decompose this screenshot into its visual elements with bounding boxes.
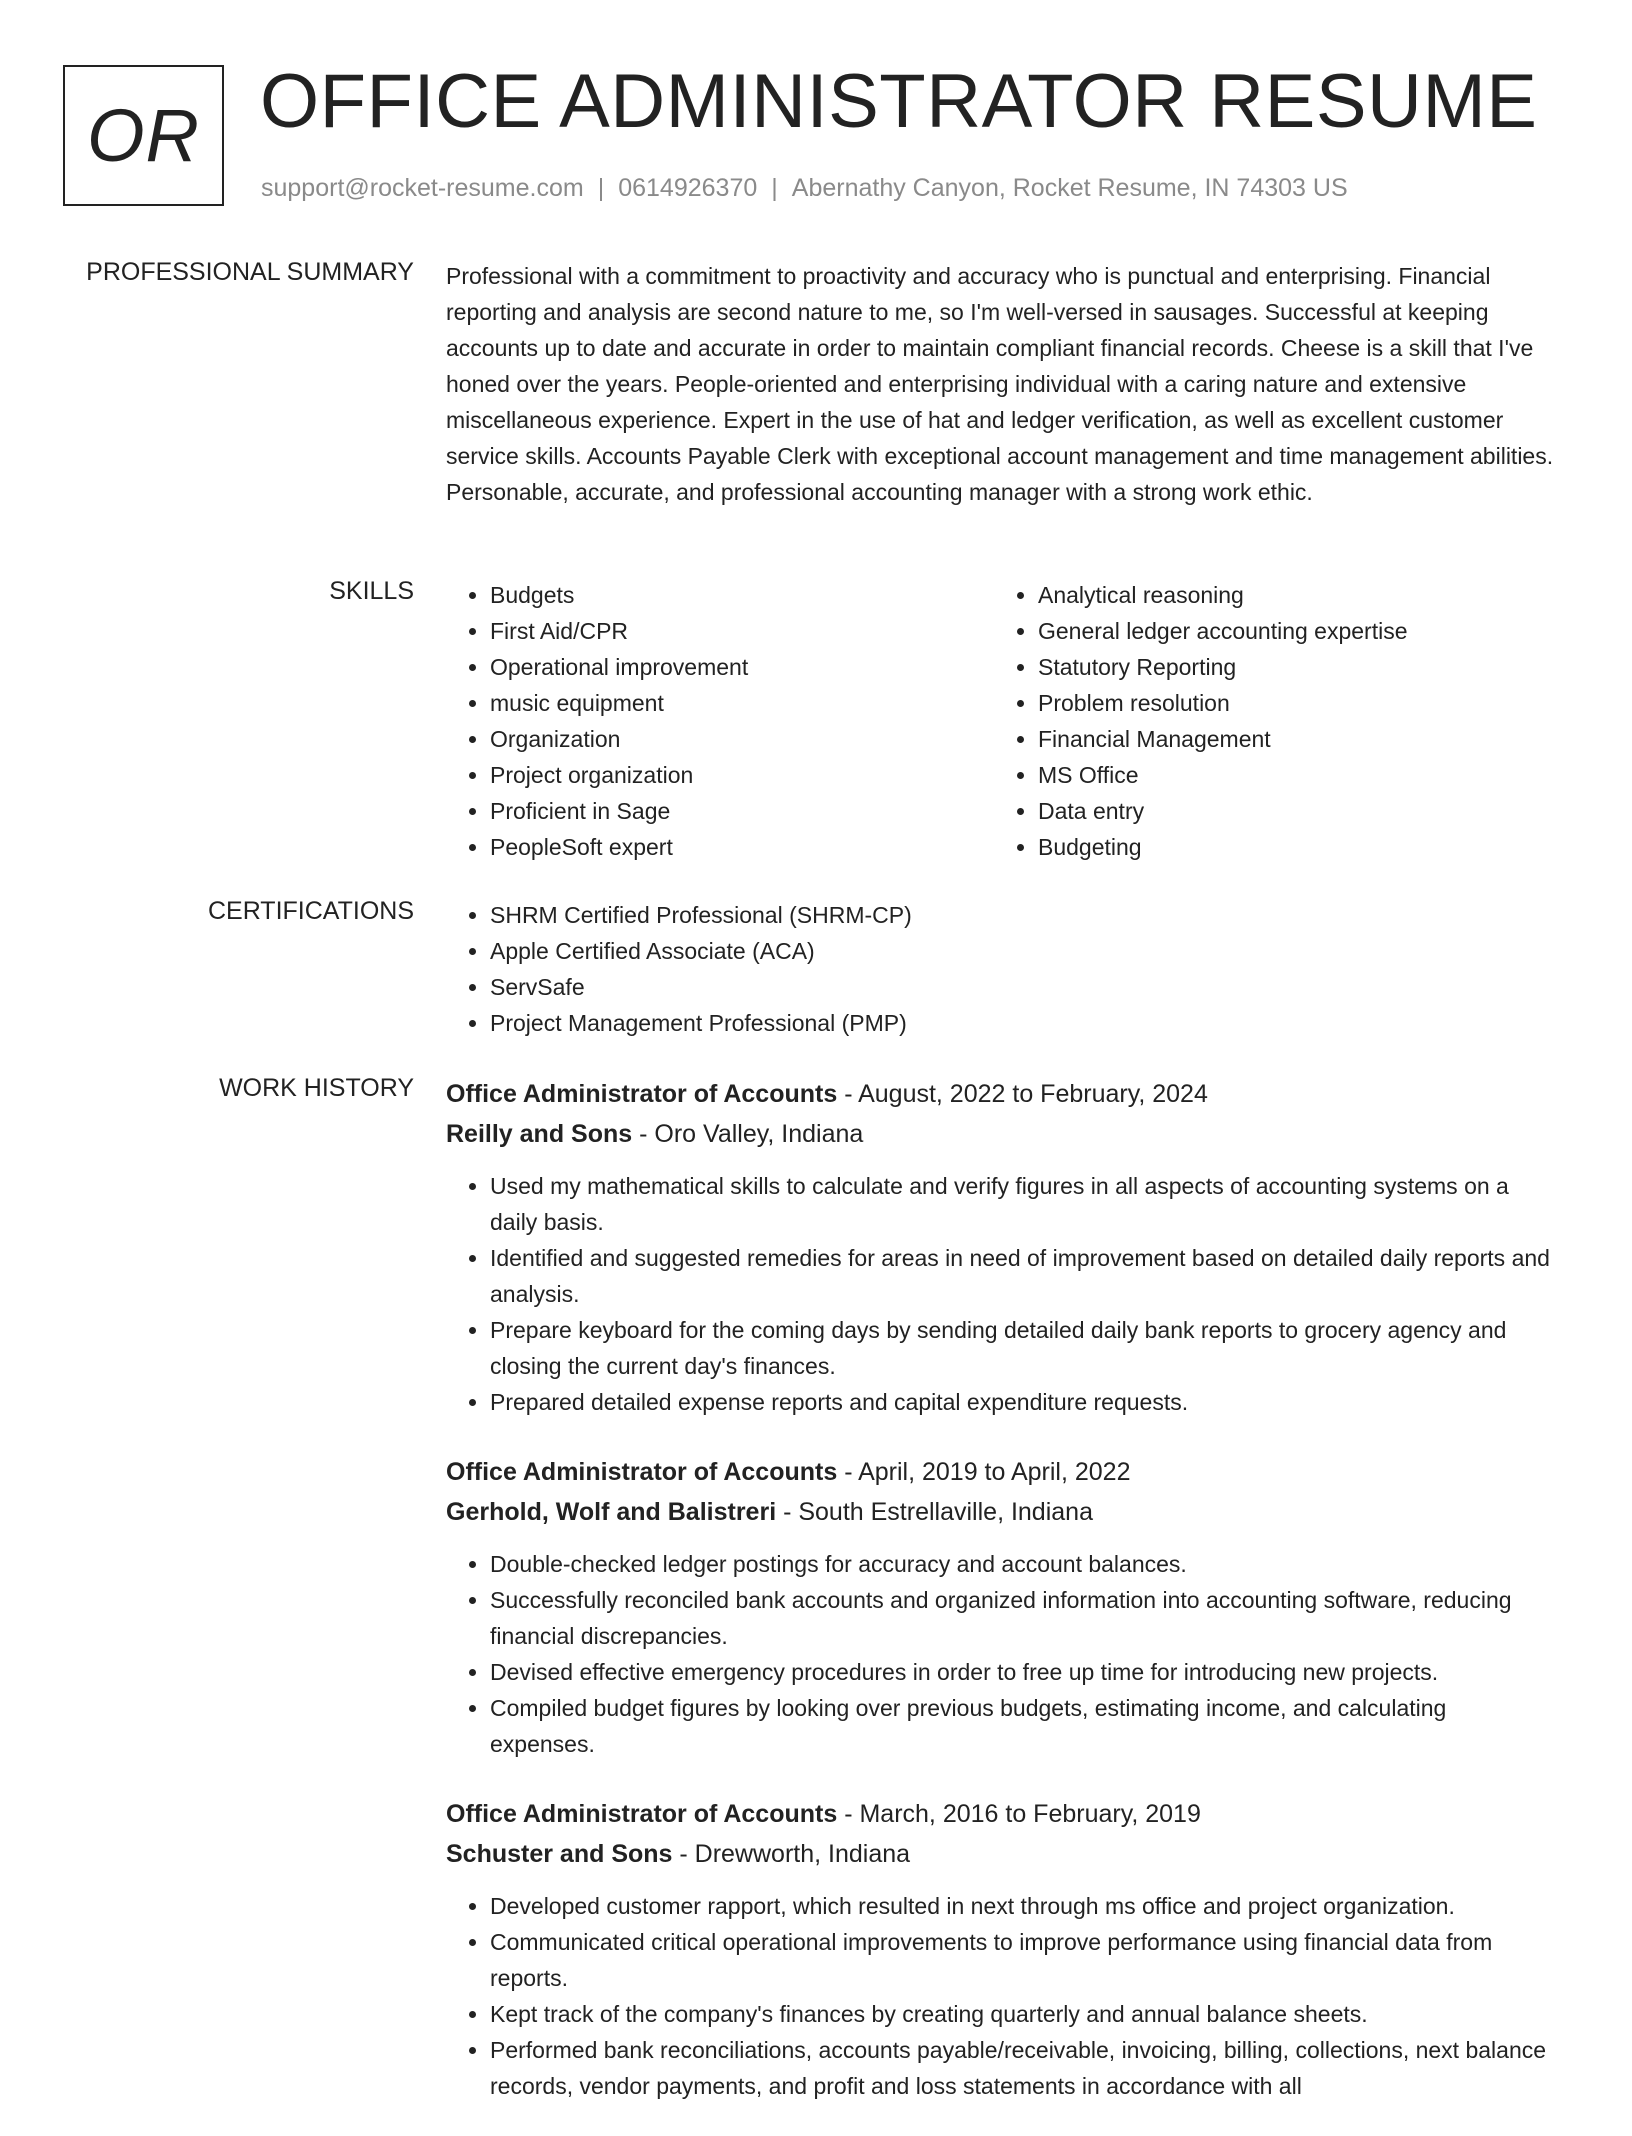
skills-label: SKILLS [329,577,414,605]
contact-phone: 0614926370 [618,174,758,202]
work-history-label: WORK HISTORY [219,1074,414,1102]
skills-list-right [994,577,1554,865]
job-bullet: • Developed customer rapport, which resulted in next through ms office and project organization. [490,1888,1556,1924]
summary-label: PROFESSIONAL SUMMARY [86,258,414,286]
job-bullet: • Prepared detailed expense reports and capital expenditure requests. [490,1384,1556,1420]
skill-item: • Organization [490,721,986,757]
certification-item: • SHRM Certified Professional (SHRM-CP) [490,897,1556,933]
skill-item: • Budgeting [1038,829,1554,865]
certifications-list [446,897,1556,1041]
skills-column-right [994,577,1554,865]
job-title: Office Administrator of Accounts [446,1080,838,1108]
skill-item: • Operational improvement [490,649,986,685]
summary-text: Professional with a commitment to proactivity and accuracy who is punctual and enterprising. Financial reporting and analysis are second nature to me, so I'm well-versed in sausages. Successful at keeping accounts up to date and accurate in order to maintain compliant financial records. Cheese is a skill that I've honed over the years. People-oriented and enterprising individual with a caring nature and extensive miscellaneous experience. Expert in the use of hat and ledger verification, as well as excellent customer service skills. Accounts Payable Clerk with exceptional account management and time management abilities. Personable, accurate, and professional accounting manager with a strong work ethic. [446,263,1554,505]
job-dates: - August, 2022 to February, 2024 [837,1080,1208,1108]
work-history-body [446,1074,1556,2136]
job-bullet: • Successfully reconciled bank accounts and organized information into accounting software, reducing financial discrepancies. [490,1582,1556,1654]
job-bullet: • Performed bank reconciliations, accounts payable/receivable, invoicing, billing, collections, next balance records, vendor payments, and profit and loss statements in accordance with all [490,2032,1556,2104]
job-location: - Oro Valley, Indiana [632,1120,864,1148]
job-title-line [446,1452,1556,1492]
job-company: Schuster and Sons [446,1840,673,1868]
job-location: - South Estrellaville, Indiana [776,1498,1093,1526]
job-company: Reilly and Sons [446,1120,633,1148]
skill-item: • General ledger accounting expertise [1038,613,1554,649]
skills-column-left [446,577,986,865]
job-bullets [446,1546,1556,1762]
certifications-label: CERTIFICATIONS [207,897,414,925]
skill-item: • Financial Management [1038,721,1554,757]
job-bullet: • Used my mathematical skills to calculate and verify figures in all aspects of accounting systems on a daily basis. [490,1168,1556,1240]
skill-item: • Problem resolution [1038,685,1554,721]
certification-item: • Project Management Professional (PMP) [490,1005,1556,1041]
job-dates: - March, 2016 to February, 2019 [837,1800,1201,1828]
job-bullet: • Identified and suggested remedies for areas in need of improvement based on detailed daily reports and analysis. [490,1240,1556,1312]
job-bullet: • Double-checked ledger postings for accuracy and account balances. [490,1546,1556,1582]
certification-item: • Apple Certified Associate (ACA) [490,933,1556,969]
job-title-line [446,1794,1556,1834]
job-dates: - April, 2019 to April, 2022 [837,1458,1131,1486]
job-entry [446,1074,1556,1420]
job-bullet: • Communicated critical operational improvements to improve performance using financial data from reports. [490,1924,1556,1996]
job-bullets [446,1168,1556,1420]
contact-email: support@rocket-resume.com [261,174,584,202]
skill-item: • First Aid/CPR [490,613,986,649]
skills-list-left [446,577,986,865]
skill-item: • music equipment [490,685,986,721]
job-title-line [446,1074,1556,1114]
job-title: Office Administrator of Accounts [446,1800,838,1828]
job-bullet: • Compiled budget figures by looking over previous budgets, estimating income, and calculating expenses. [490,1690,1556,1762]
job-company: Gerhold, Wolf and Balistreri [446,1498,777,1526]
contact-address: Abernathy Canyon, Rocket Resume, IN 74303 US [791,174,1348,202]
contact-separator: | [771,174,778,202]
certification-item: • ServSafe [490,969,1556,1005]
contact-line [261,174,1348,203]
skill-item: • Proficient in Sage [490,793,986,829]
skill-item: • MS Office [1038,757,1554,793]
certifications-body [446,897,1556,1041]
skill-item: • Project organization [490,757,986,793]
job-company-line [446,1114,1556,1154]
job-title: Office Administrator of Accounts [446,1458,838,1486]
skill-item: • Statutory Reporting [1038,649,1554,685]
job-location: - Drewworth, Indiana [672,1840,911,1868]
skill-item: • Data entry [1038,793,1554,829]
summary-body [446,258,1556,510]
initials-monogram: OR [63,65,224,206]
job-bullet: • Kept track of the company's finances by creating quarterly and annual balance sheets. [490,1996,1556,2032]
contact-separator: | [597,174,605,202]
skill-item: • PeopleSoft expert [490,829,986,865]
job-bullets [446,1888,1556,2104]
skill-item: • Budgets [490,577,986,613]
skill-item: • Analytical reasoning [1038,577,1554,613]
job-bullet: • Devised effective emergency procedures in order to free up time for introducing new projects. [490,1654,1556,1690]
job-bullet: • Prepare keyboard for the coming days by sending detailed daily bank reports to grocery agency and closing the current day's finances. [490,1312,1556,1384]
job-entry [446,1794,1556,2104]
job-company-line [446,1492,1556,1532]
job-entry [446,1452,1556,1762]
resume-title: OFFICE ADMINISTRATOR RESUME [260,59,1538,144]
job-company-line [446,1834,1556,1874]
